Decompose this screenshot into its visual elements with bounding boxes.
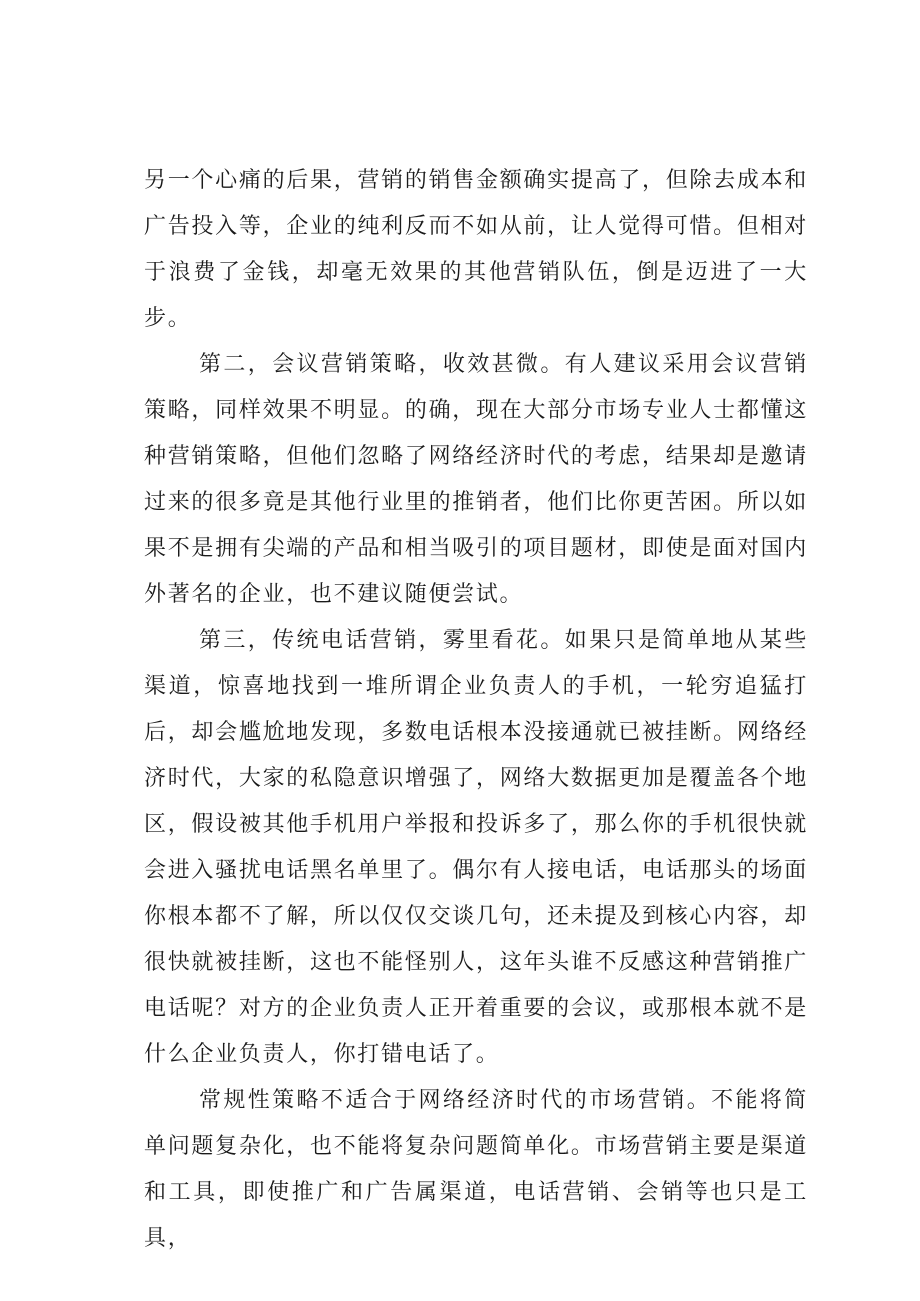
- paragraph-conference-marketing: 第二，会议营销策略，收效甚微。有人建议采用会议营销策略，同样效果不明显。的确，现在大部分市场专业人士都懂这种营销策略，但他们忽略了网络经济时代的考虑，结果却是邀请过来的很多竟是其他行业里的推销者，他们比你更苦困。所以如果不是拥有尖端的产品和相当吸引的项目题材，即使是面对国内外著名的企业，也不建议随便尝试。: [144, 352, 808, 607]
- paragraph-telemarketing: 第三，传统电话营销，雾里看花。如果只是简单地从某些渠道，惊喜地找到一堆所谓企业负责人的手机，一轮穷追猛打后，却会尴尬地发现，多数电话根本没接通就已被挂断。网络经济时代，大家的私隐意识增强了，网络大数据更加是覆盖各个地区，假设被其他手机用户举报和投诉多了，那么你的手机很快就会进入骚扰电话黑名单里了。偶尔有人接电话，电话那头的场面你根本都不了解，所以仅仅交谈几句，还未提及到核心内容，却很快就被挂断，这也不能怪别人，这年头谁不反感这种营销推广电话呢？对方的企业负责人正开着重要的会议，或那根本就不是什么企业负责人，你打错电话了。: [144, 628, 808, 1067]
- body-text: [144, 158, 808, 1262]
- paragraph-conventional-strategy: 常规性策略不适合于网络经济时代的市场营销。不能将简单问题复杂化，也不能将复杂问题简单化。市场营销主要是渠道和工具，即使推广和广告属渠道，电话营销、会销等也只是工具，: [144, 1088, 808, 1251]
- paragraph-continuation: 另一个心痛的后果，营销的销售金额确实提高了，但除去成本和广告投入等，企业的纯利反而不如从前，让人觉得可惜。但相对于浪费了金钱，却毫无效果的其他营销队伍，倒是迈进了一大步。: [144, 168, 808, 331]
